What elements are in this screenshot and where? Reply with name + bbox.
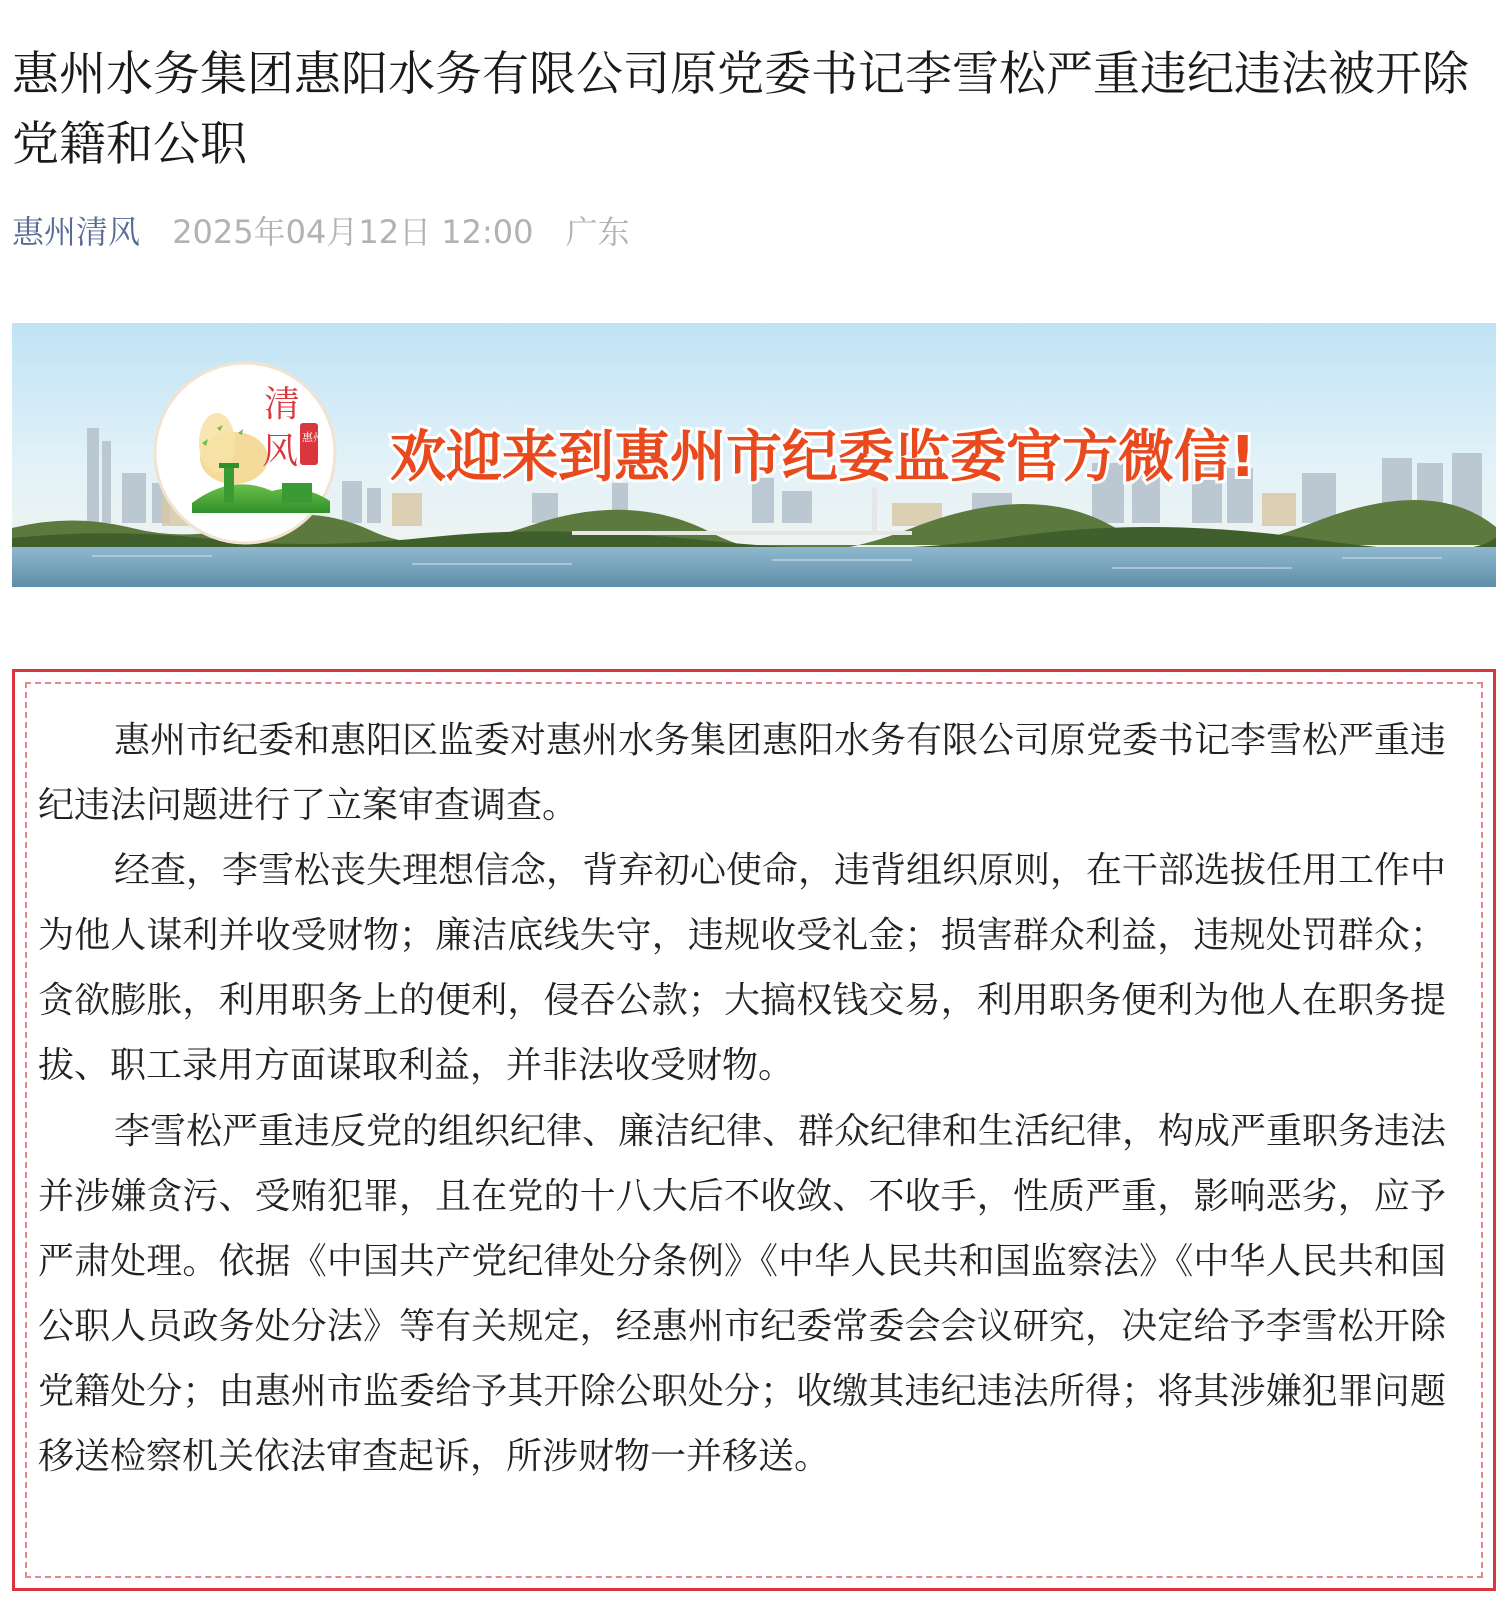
- logo-seal-text: 惠州: [302, 431, 324, 444]
- welcome-banner: [12, 323, 1496, 587]
- body-paragraph-1: 惠州市纪委和惠阳区监委对惠州水务集团惠阳水务有限公司原党委书记李雪松严重违纪违法问题进行了立案审查调查。: [38, 720, 1447, 826]
- publish-datetime: 2025年04月12日 12:00: [172, 213, 534, 251]
- publish-region: 广东: [565, 213, 630, 251]
- logo-text-2: 风: [262, 431, 299, 472]
- account-name-link[interactable]: 惠州清风: [12, 213, 141, 251]
- body-paragraph-2: 经查，李雪松丧失理想信念，背弃初心使命，违背组织原则，在干部选拔任用工作中为他人谋利并收受财物；廉洁底线失守，违规收受礼金；损害群众利益，违规处罚群众；贪欲膨胀，利用职务上的便利，侵吞公款；大搞权钱交易，利用职务便利为他人在职务提拔、职工录用方面谋取利益，并非法收受财物。: [38, 850, 1447, 1086]
- body-paragraph-3: 李雪松严重违反党的组织纪律、廉洁纪律、群众纪律和生活纪律，构成严重职务违法并涉嫌贪污、受贿犯罪，且在党的十八大后不收敛、不收手，性质严重，影响恶劣，应予严肃处理。依据《中国共产党纪律处分条例》《中华人民共和国监察法》《中华人民共和国公职人员政务处分法》等有关规定，经惠州市纪委常委会会议研究，决定给予李雪松开除党籍处分；由惠州市监委给予其开除公职处分；收缴其违纪违法所得；将其涉嫌犯罪问题移送检察机关依法审查起诉，所涉财物一并移送。: [38, 1111, 1447, 1477]
- logo-text-1: 清: [264, 384, 301, 425]
- welcome-text: 欢迎来到惠州市纪委监委官方微信!: [390, 425, 1256, 490]
- article-title: 惠州水务集团惠阳水务有限公司原党委书记李雪松严重违纪违法被开除党籍和公职: [12, 47, 1469, 172]
- article-meta: [12, 208, 630, 256]
